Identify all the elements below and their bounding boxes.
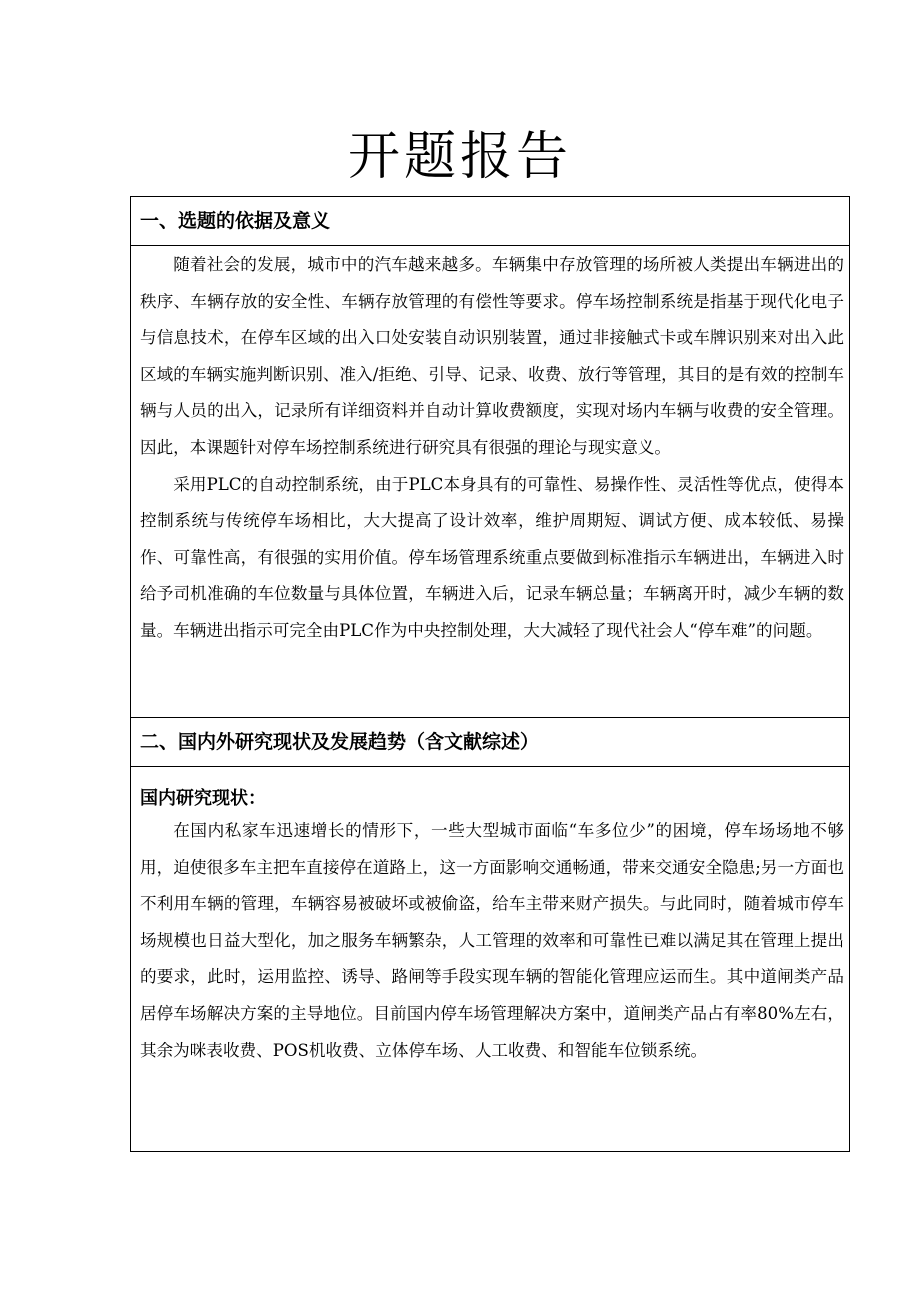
divider xyxy=(131,766,849,767)
section2-subheading: 国内研究现状： xyxy=(140,788,266,809)
report-table xyxy=(130,196,850,1152)
section1-heading: 一、选题的依据及意义 xyxy=(140,210,331,232)
section1-body xyxy=(140,247,844,650)
section2-body xyxy=(140,813,844,1069)
section2-paragraph-1: 在国内私家车迅速增长的情形下，一些大型城市面临“车多位少”的困境，停车场场地不够用，迫使很多车主把车直接停在道路上，这一方面影响交通畅通，带来交通安全隐患;另一方面也不利用车辆的管理，车辆容易被破坏或被偷盗，给车主带来财产损失。与此同时，随着城市停车场规模也日益大型化，加之服务车辆繁杂，人工管理的效率和可靠性已难以满足其在管理上提出的要求，此时，运用监控、诱导、路闸等手段实现车辆的智能化管理应运而生。其中道闸类产品居停车场解决方案的主导地位。目前国内停车场管理解决方案中，道闸类产品占有率80%左右，其余为咪表收费、POS机收费、立体停车场、人工收费、和智能车位锁系统。 xyxy=(140,821,844,1060)
page-title: 开题报告 xyxy=(347,127,572,187)
divider xyxy=(131,245,849,246)
section2-heading: 二、国内外研究现状及发展趋势（含文献综述） xyxy=(140,731,540,753)
section1-paragraph-1: 随着社会的发展，城市中的汽车越来越多。车辆集中存放管理的场所被人类提出车辆进出的秩序、车辆存放的安全性、车辆存放管理的有偿性等要求。停车场控制系统是指基于现代化电子与信息技术，在停车区域的出入口处安装自动识别装置，通过非接触式卡或车牌识别来对出入此区域的车辆实施判断识别、准入/拒绝、引导、记录、收费、放行等管理，其目的是有效的控制车辆与人员的出入，记录所有详细资料并自动计算收费额度，实现对场内车辆与收费的安全管理。因此，本课题针对停车场控制系统进行研究具有很强的理论与现实意义。 xyxy=(140,255,844,457)
section1-paragraph-2: 采用PLC的自动控制系统，由于PLC本身具有的可靠性、易操作性、灵活性等优点，使得本控制系统与传统停车场相比，大大提高了设计效率，维护周期短、调试方便、成本较低、易操作、可靠性高，有很强的实用价值。停车场管理系统重点要做到标准指示车辆进出，车辆进入时给予司机准确的车位数量与具体位置，车辆进入后，记录车辆总量；车辆离开时，减少车辆的数量。车辆进出指示可完全由PLC作为中央控制处理，大大减轻了现代社会人“停车难”的问题。 xyxy=(140,474,844,640)
